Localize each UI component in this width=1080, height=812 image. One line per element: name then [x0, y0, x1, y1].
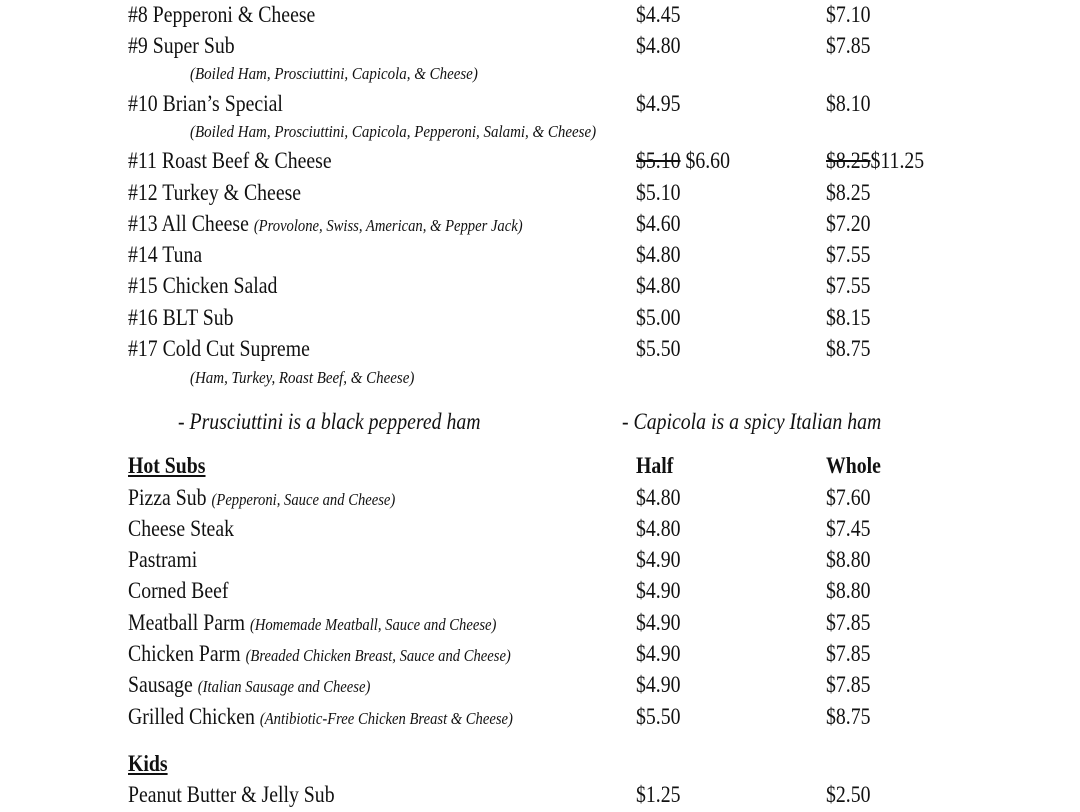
whole-price: $7.55 — [826, 273, 871, 298]
half-price-group — [636, 148, 730, 174]
old-whole-price: $8.25 — [826, 148, 871, 173]
new-half-price: $6.60 — [685, 148, 730, 173]
whole-price: $8.80 — [826, 578, 871, 603]
whole-price: $2.50 — [826, 782, 871, 807]
item-name: Pizza Sub — [128, 485, 207, 510]
whole-price: $7.60 — [826, 485, 871, 510]
item-description: (Homemade Meatball, Sauce and Cheese) — [249, 615, 497, 634]
half-price: $4.90 — [636, 578, 681, 603]
ingredients-note: (Ham, Turkey, Roast Beef, & Cheese) — [190, 368, 415, 387]
menu-item-8 — [0, 2, 1080, 32]
old-half-price: $5.10 — [636, 148, 681, 173]
item-name: #13 All Cheese — [128, 211, 249, 236]
half-column-header: Half — [636, 453, 674, 478]
kids-header — [0, 751, 1080, 781]
item-name: Peanut Butter & Jelly Sub — [128, 782, 335, 807]
menu-item-12 — [0, 180, 1080, 210]
item-name: #10 Brian’s Special — [128, 91, 283, 116]
half-price: $4.90 — [636, 547, 681, 572]
item-description: (Breaded Chicken Breast, Sauce and Cheese) — [245, 646, 511, 665]
item-name: Sausage — [128, 672, 193, 697]
prosciuttini-note: - Prusciuttini is a black peppered ham — [178, 409, 481, 434]
half-price: $4.90 — [636, 610, 681, 635]
half-price: $4.80 — [636, 242, 681, 267]
half-price: $4.80 — [636, 516, 681, 541]
menu-item-cheese-steak — [0, 516, 1080, 546]
menu-item-corned-beef — [0, 578, 1080, 608]
item-17-ingredients — [0, 368, 1080, 398]
whole-price: $8.75 — [826, 704, 871, 729]
item-description: (Antibiotic-Free Chicken Breast & Cheese) — [259, 709, 513, 728]
menu-item-pizza-sub — [0, 485, 1080, 515]
half-price: $5.50 — [636, 336, 681, 361]
menu-item-16 — [0, 305, 1080, 335]
ham-notes — [0, 409, 1080, 439]
item-name: #8 Pepperoni & Cheese — [128, 2, 316, 27]
half-price: $4.80 — [636, 485, 681, 510]
menu-item-grilled-chicken — [0, 704, 1080, 734]
item-name: Cheese Steak — [128, 516, 235, 541]
item-name: #15 Chicken Salad — [128, 273, 278, 298]
whole-price: $7.20 — [826, 211, 871, 236]
half-price: $5.00 — [636, 305, 681, 330]
whole-price: $7.85 — [826, 641, 871, 666]
item-name: Chicken Parm — [128, 641, 241, 666]
half-price: $4.80 — [636, 33, 681, 58]
half-price: $4.60 — [636, 211, 681, 236]
ingredients-note: (Boiled Ham, Prosciuttini, Capicola, Pepperoni, Salami, & Cheese) — [190, 122, 597, 141]
whole-price: $7.85 — [826, 672, 871, 697]
menu-item-14 — [0, 242, 1080, 272]
whole-price: $8.25 — [826, 180, 871, 205]
whole-price: $8.10 — [826, 91, 871, 116]
menu-item-chicken-parm — [0, 641, 1080, 671]
menu-item-13 — [0, 211, 1080, 241]
menu-item-17 — [0, 336, 1080, 366]
half-price: $5.50 — [636, 704, 681, 729]
menu-item-11 — [0, 148, 1080, 178]
whole-price: $7.10 — [826, 2, 871, 27]
whole-price: $8.75 — [826, 336, 871, 361]
item-name-group — [128, 704, 513, 730]
item-name: #16 BLT Sub — [128, 305, 234, 330]
menu-item-9 — [0, 33, 1080, 63]
hot-subs-header — [0, 453, 1080, 483]
ingredients-note: (Boiled Ham, Prosciuttini, Capicola, & Cheese) — [190, 64, 478, 83]
section-title: Hot Subs — [128, 453, 206, 478]
item-name: Grilled Chicken — [128, 704, 255, 729]
item-9-ingredients — [0, 64, 1080, 94]
whole-price: $8.80 — [826, 547, 871, 572]
half-price: $5.10 — [636, 180, 681, 205]
item-name: #14 Tuna — [128, 242, 203, 267]
menu-item-pastrami — [0, 547, 1080, 577]
menu-item-meatball-parm — [0, 610, 1080, 640]
half-price: $4.80 — [636, 273, 681, 298]
menu-item-10 — [0, 91, 1080, 121]
half-price: $4.95 — [636, 91, 681, 116]
item-name: #12 Turkey & Cheese — [128, 180, 302, 205]
item-name: Corned Beef — [128, 578, 229, 603]
half-price: $4.90 — [636, 641, 681, 666]
item-name: Meatball Parm — [128, 610, 246, 635]
half-price: $4.90 — [636, 672, 681, 697]
item-name: Pastrami — [128, 547, 198, 572]
whole-column-header: Whole — [826, 453, 881, 478]
whole-price: $8.15 — [826, 305, 871, 330]
item-name: #11 Roast Beef & Cheese — [128, 148, 332, 173]
whole-price: $7.85 — [826, 610, 871, 635]
item-name-group — [128, 641, 511, 667]
whole-price: $7.55 — [826, 242, 871, 267]
capicola-note: - Capicola is a spicy Italian ham — [622, 409, 882, 434]
item-name-group — [128, 211, 523, 237]
item-description: (Provolone, Swiss, American, & Pepper Jack) — [253, 216, 523, 235]
item-description: (Italian Sausage and Cheese) — [197, 677, 371, 696]
section-title: Kids — [128, 751, 168, 776]
menu-item-15 — [0, 273, 1080, 303]
whole-price-group — [826, 148, 924, 174]
item-name: #9 Super Sub — [128, 33, 235, 58]
item-name-group — [128, 485, 395, 511]
half-price: $4.45 — [636, 2, 681, 27]
item-description: (Pepperoni, Sauce and Cheese) — [211, 490, 396, 509]
whole-price: $7.85 — [826, 33, 871, 58]
item-name: #17 Cold Cut Supreme — [128, 336, 310, 361]
half-price: $1.25 — [636, 782, 681, 807]
new-whole-price: $11.25 — [870, 148, 925, 173]
menu-item-sausage — [0, 672, 1080, 702]
item-name-group — [128, 610, 496, 636]
whole-price: $7.45 — [826, 516, 871, 541]
item-name-group — [128, 672, 370, 698]
